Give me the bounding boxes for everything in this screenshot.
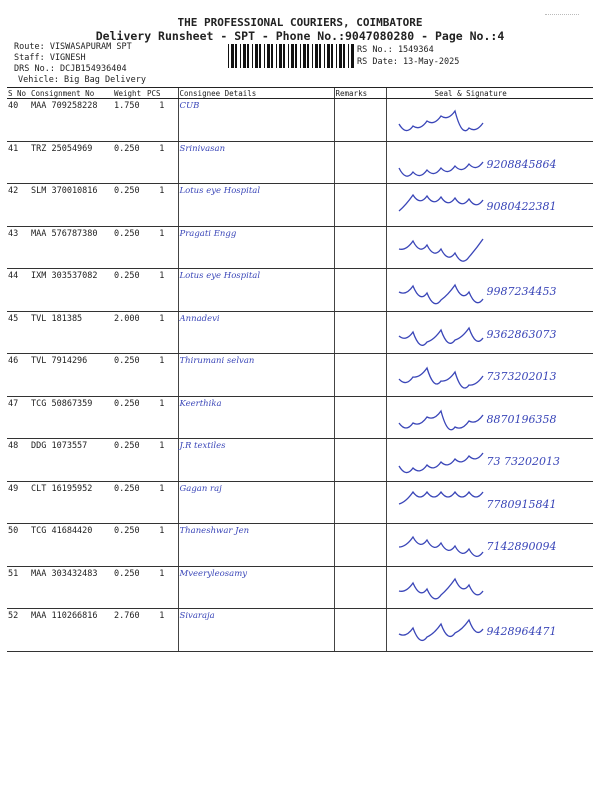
table-header [7,88,593,99]
consignment-cell: SLM 370010816 [30,184,113,227]
remarks-cell [334,481,386,524]
barcode-bar [231,44,234,68]
rs-date: RS Date: 13-May-2025 [357,57,460,67]
phone-handwritten: 9208845864 [486,157,557,171]
sno-cell: 44 [7,269,30,312]
remarks-cell [334,184,386,227]
weight-cell: 0.250 [113,226,146,269]
remarks-cell [334,609,386,652]
pcs-cell: 1 [146,269,178,312]
table-row [7,481,593,524]
consignment-cell: TCG 50867359 [30,396,113,439]
barcode-bar [339,44,342,68]
weight-cell: 0.250 [113,481,146,524]
weight-cell: 1.750 [113,99,146,142]
rs-number: RS No.: 1549364 [357,45,434,55]
remarks-cell [334,141,386,184]
signature-cell [386,311,593,354]
barcode-bar [291,44,294,68]
barcode-bar [267,44,270,68]
consignment-cell: TVL 181385 [30,311,113,354]
sno-cell: 41 [7,141,30,184]
consignee-handwritten: Gagan raj [178,481,334,524]
sno-cell: 47 [7,396,30,439]
barcode [228,44,354,68]
consignee-handwritten: Thaneshwar Jen [178,524,334,567]
pcs-cell: 1 [146,311,178,354]
consignee-handwritten: Sivaraja [178,609,334,652]
barcode-bar [255,44,258,68]
consignee-handwritten: J.R textiles [178,439,334,482]
barcode-bar [276,44,277,68]
consignment-cell: MAA 576787380 [30,226,113,269]
sno-cell: 43 [7,226,30,269]
barcode-bar [283,44,285,68]
col-consignment: Consignment No [30,88,113,99]
weight-cell: 0.250 [113,566,146,609]
sno-cell: 49 [7,481,30,524]
phone-handwritten: 7780915841 [486,497,557,511]
barcode-bar [315,44,318,68]
barcode-bar [312,44,313,68]
signature-cell [386,99,593,142]
table-row [7,396,593,439]
barcode-bar [228,44,229,68]
col-pcs: PCS [146,88,178,99]
phone-handwritten: 73 73202013 [486,455,560,468]
pcs-cell: 1 [146,524,178,567]
phone-handwritten: 9080422381 [486,200,557,213]
table-row [7,524,593,567]
pcs-cell: 1 [146,439,178,482]
signature-cell [386,184,593,227]
phone-handwritten: 9362863073 [486,327,557,341]
consignment-cell: DDG 1073557 [30,439,113,482]
sno-cell: 51 [7,566,30,609]
table-row [7,609,593,652]
table-row [7,311,593,354]
consignee-handwritten: Annadevi [178,311,334,354]
signature-cell [386,141,593,184]
company-title: THE PROFESSIONAL COURIERS, COIMBATORE [177,16,423,29]
pcs-cell: 1 [146,226,178,269]
col-consignee: Consignee Details [178,88,334,99]
barcode-bar [327,44,330,68]
barcode-bar [288,44,289,68]
pcs-cell: 1 [146,99,178,142]
remarks-cell [334,269,386,312]
consignment-cell: IXM 303537082 [30,269,113,312]
consignee-handwritten: Lotus eye Hospital [178,184,334,227]
signature-cell [386,566,593,609]
signature-cell [386,269,593,312]
phone-handwritten: 9428964471 [486,625,557,638]
table-row [7,99,593,142]
weight-cell: 2.760 [113,609,146,652]
barcode-bar [295,44,297,68]
barcode-bar [240,44,241,68]
signature-scribble [387,227,594,267]
signature-scribble [387,567,594,607]
runsheet-title: Delivery Runsheet - SPT - Phone No.:9047080280 - Page No.:4 [95,29,505,43]
weight-cell: 0.250 [113,269,146,312]
barcode-bar [348,44,349,68]
table-row [7,269,593,312]
pcs-cell: 1 [146,184,178,227]
col-sno: S No [7,88,30,99]
signature-cell [386,524,593,567]
signature-cell [386,609,593,652]
col-remarks: Remarks [334,88,386,99]
consignee-handwritten: Pragati Engg [178,226,334,269]
consignment-cell: MAA 303432483 [30,566,113,609]
barcode-bar [247,44,249,68]
table-row [7,226,593,269]
remarks-cell [334,99,386,142]
phone-handwritten: 9987234453 [486,285,557,298]
sno-cell: 50 [7,524,30,567]
remarks-cell [334,311,386,354]
table-row [7,141,593,184]
barcode-bar [264,44,265,68]
phone-handwritten: 7373202013 [486,370,557,383]
weight-cell: 0.250 [113,354,146,397]
remarks-cell [334,566,386,609]
remarks-cell [334,524,386,567]
barcode-bar [336,44,337,68]
barcode-bar [319,44,321,68]
barcode-bar [300,44,301,68]
consignment-cell: TVL 7914296 [30,354,113,397]
pcs-cell: 1 [146,609,178,652]
barcode-bar [351,44,354,68]
pcs-cell: 1 [146,481,178,524]
table-row [7,354,593,397]
weight-cell: 2.000 [113,311,146,354]
remarks-cell [334,439,386,482]
signature-cell [386,481,593,524]
pcs-cell: 1 [146,141,178,184]
consignment-cell: MAA 709258228 [30,99,113,142]
weight-cell: 0.250 [113,396,146,439]
phone-handwritten: 8870196358 [486,412,557,426]
consignee-handwritten: Thirumani selvan [178,354,334,397]
sno-cell: 40 [7,99,30,142]
barcode-bar [271,44,273,68]
barcode-bar [307,44,309,68]
staff-label: Staff: VIGNESH [14,53,86,63]
table-row [7,566,593,609]
weight-cell: 0.250 [113,141,146,184]
pcs-cell: 1 [146,566,178,609]
consignment-cell: MAA 110266816 [30,609,113,652]
barcode-bar [331,44,333,68]
barcode-bar [303,44,306,68]
drs-label: DRS No.: DCJB154936404 [14,64,127,74]
consignee-handwritten: Lotus eye Hospital [178,269,334,312]
sno-cell: 45 [7,311,30,354]
barcode-bar [243,44,246,68]
barcode-bar [343,44,345,68]
signature-cell [386,439,593,482]
consignee-handwritten: Keerthika [178,396,334,439]
weight-cell: 0.250 [113,184,146,227]
remarks-cell [334,226,386,269]
signature-cell [386,354,593,397]
barcode-bar [259,44,261,68]
sno-cell: 42 [7,184,30,227]
table-row [7,439,593,482]
consignee-handwritten: Srinivasan [178,141,334,184]
consignee-handwritten: CUB [178,99,334,142]
phone-handwritten: 7142890094 [486,540,557,553]
runsheet-table [7,87,593,652]
barcode-bar [324,44,325,68]
consignment-cell: TRZ 25054969 [30,141,113,184]
signature-cell [386,226,593,269]
signature-cell [386,396,593,439]
consignment-cell: CLT 16195952 [30,481,113,524]
table-row [7,184,593,227]
pcs-cell: 1 [146,396,178,439]
sno-cell: 48 [7,439,30,482]
pcs-cell: 1 [146,354,178,397]
weight-cell: 0.250 [113,439,146,482]
sno-cell: 46 [7,354,30,397]
route-label: Route: VISWASAPURAM SPT [14,42,132,52]
col-signature: Seal & Signature [386,88,593,99]
barcode-bar [252,44,253,68]
signature-scribble [387,99,594,139]
barcode-bar [235,44,237,68]
weight-cell: 0.250 [113,524,146,567]
barcode-bar [279,44,282,68]
consignment-cell: TCG 41684420 [30,524,113,567]
remarks-cell [334,354,386,397]
col-weight: Weight [113,88,146,99]
consignee-handwritten: Mveeryleosamy [178,566,334,609]
sno-cell: 52 [7,609,30,652]
remarks-cell [334,396,386,439]
vehicle-label: Vehicle: Big Bag Delivery [18,75,146,85]
